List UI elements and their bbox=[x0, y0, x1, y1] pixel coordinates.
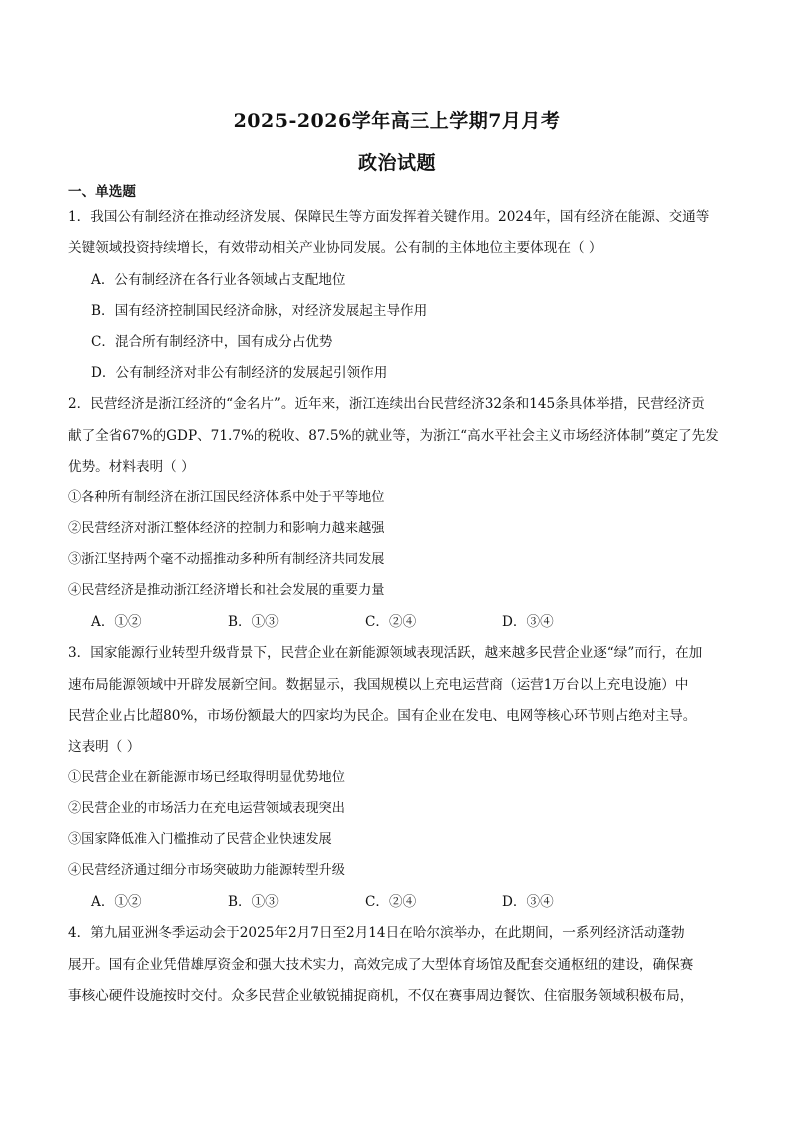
q1-option-b: B．国有经济控制国民经济命脉，对经济发展起主导作用 bbox=[91, 303, 428, 319]
q3-stem-line-3: 民营企业占比超80%，市场份额最大的四家均为民企。国有企业在发电、电网等核心环节则占绝对主导。 bbox=[68, 708, 697, 724]
q3-stem-line-1: 3．国家能源行业转型升级背景下，民营企业在新能源领域表现活跃，越来越多民营企业逐“绿”而行，在加 bbox=[68, 645, 703, 661]
q3-option-c: C．②④ bbox=[365, 894, 417, 910]
q1-stem-line-2: 关键领域投资持续增长，有效带动相关产业协同发展。公有制的主体地位主要体现在（ ） bbox=[68, 240, 603, 256]
q2-option-c: C．②④ bbox=[365, 614, 417, 630]
q4-stem-line-1: 4．第九届亚洲冬季运动会于2025年2月7日至2月14日在哈尔滨举办，在此期间，一系列经济活动蓬勃 bbox=[68, 925, 685, 941]
q3-stem-line-2: 速布局能源领域中开辟发展新空间。数据显示，我国规模以上充电运营商（运营1万台以上充电设施）中 bbox=[68, 677, 689, 693]
q2-options-row bbox=[91, 612, 751, 632]
q2-statement-3: ③浙江坚持两个毫不动摇推动多种所有制经济共同发展 bbox=[68, 552, 385, 567]
q2-statement-4: ④民营经济是推动浙江经济增长和社会发展的重要力量 bbox=[68, 583, 385, 598]
q3-statement-4: ④民营经济通过细分市场突破助力能源转型升级 bbox=[68, 863, 345, 878]
q4-stem-line-2: 展开。国有企业凭借雄厚资金和强大技术实力，高效完成了大型体育场馆及配套交通枢纽的建设，确保赛 bbox=[68, 957, 694, 973]
q2-option-d: D．③④ bbox=[502, 614, 554, 630]
q2-option-b: B．①③ bbox=[228, 614, 279, 630]
q4-stem-line-3: 事核心硬件设施按时交付。众多民营企业敏锐捕捉商机，不仅在赛事周边餐饮、住宿服务领域积极布局， bbox=[68, 988, 694, 1004]
q3-stem-line-4: 这表明（ ） bbox=[68, 739, 141, 755]
q3-option-a: A．①② bbox=[91, 894, 142, 910]
section-heading: 一、单选题 bbox=[68, 184, 136, 200]
exam-title: 2025-2026学年高三上学期7月月考 bbox=[233, 110, 561, 132]
q3-option-d: D．③④ bbox=[502, 894, 554, 910]
q3-statement-3: ③国家降低准入门槛推动了民营企业快速发展 bbox=[68, 832, 332, 847]
q1-stem-line-1: 1．我国公有制经济在推动经济发展、保障民生等方面发挥着关键作用。2024年，国有经济在能源、交通等 bbox=[68, 209, 710, 225]
q2-statement-1: ①各种所有制经济在浙江国民经济体系中处于平等地位 bbox=[68, 490, 385, 505]
q2-option-a: A．①② bbox=[91, 614, 142, 630]
q2-statement-2: ②民营经济对浙江整体经济的控制力和影响力越来越强 bbox=[68, 521, 385, 536]
q2-stem-line-3: 优势。材料表明（ ） bbox=[68, 459, 195, 475]
q1-option-d: D．公有制经济对非公有制经济的发展起引领作用 bbox=[91, 365, 388, 381]
q3-options-row bbox=[91, 892, 751, 912]
q3-statement-2: ②民营企业的市场活力在充电运营领域表现突出 bbox=[68, 801, 345, 816]
q1-option-a: A．公有制经济在各行业各领域占支配地位 bbox=[91, 272, 346, 288]
q3-option-b: B．①③ bbox=[228, 894, 279, 910]
q2-stem-line-2: 献了全省67%的GDP、71.7%的税收、87.5%的就业等，为浙江“高水平社会主义市场经济体制”奠定了先发 bbox=[68, 428, 719, 444]
q2-stem-line-1: 2．民营经济是浙江经济的“金名片”。近年来，浙江连续出台民营经济32条和145条具体举措，民营经济贡 bbox=[68, 396, 705, 412]
q1-option-c: C．混合所有制经济中，国有成分占优势 bbox=[91, 334, 333, 350]
exam-subtitle: 政治试题 bbox=[357, 152, 436, 174]
q3-statement-1: ①民营企业在新能源市场已经取得明显优势地位 bbox=[68, 770, 345, 785]
